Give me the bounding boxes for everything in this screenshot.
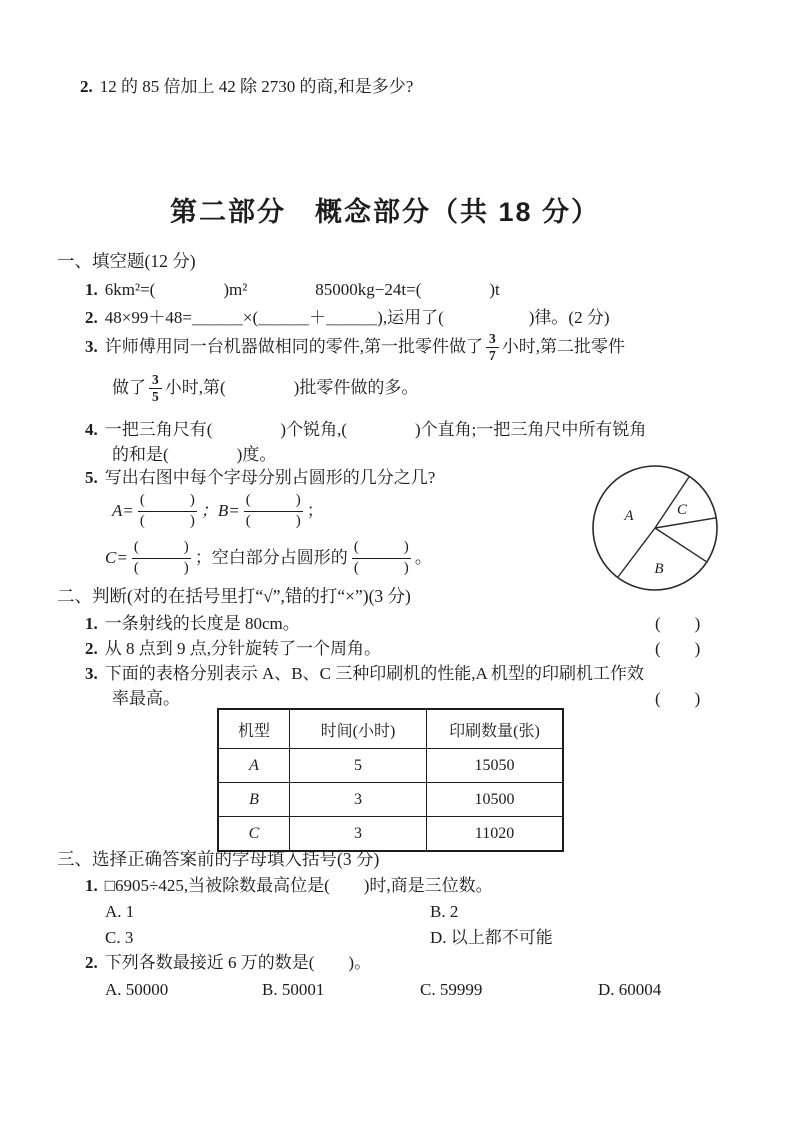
blank-fraction-numerator: ( ) (138, 491, 197, 512)
pie-label-b: B (654, 561, 664, 577)
blank-fraction-denominator: ( ) (139, 512, 195, 529)
pie-divider (655, 518, 716, 528)
blank-fraction-numerator: ( ) (244, 491, 303, 512)
judge-item-2-number: 2. (85, 639, 98, 658)
fill-q4-number: 4. (85, 420, 98, 439)
fraction-denominator: 7 (489, 347, 496, 363)
pie-divider (655, 528, 707, 562)
choice-q1-option-d: D. 以上都不可能 (430, 928, 553, 947)
blank-fraction-denominator: ( ) (133, 559, 189, 576)
table-cell-time: 3 (290, 817, 427, 852)
table-header-row (218, 709, 563, 749)
blank-fraction-denominator: ( ) (353, 559, 409, 576)
fill-q3-number: 3. (85, 337, 98, 357)
choice-q2-option-c: C. 59999 (420, 980, 483, 999)
fill-q1-number: 1. (85, 280, 98, 299)
fill-q5-intro (85, 467, 435, 488)
judge-item-1-answer-paren: ( ) (655, 614, 701, 633)
fill-q3-line2-text: 做了 (112, 378, 146, 398)
word-problem-number: 2. (80, 77, 93, 96)
fill-q5-ab-end: ； (306, 501, 324, 521)
fill-q5-a-label: A= (112, 501, 134, 521)
judge-item-3-line1 (85, 663, 644, 684)
choice-q2 (85, 952, 371, 973)
blank-fraction-numerator: ( ) (352, 538, 411, 559)
choice-q1 (85, 875, 493, 896)
fill-q5-c-label: C= (105, 548, 128, 568)
table-header-model: 机型 (218, 709, 290, 749)
fill-in-heading: 一、填空题(12 分) (57, 251, 196, 271)
blank-fraction-a (138, 491, 197, 531)
fraction-three-sevenths (486, 331, 499, 363)
table-cell-quantity: 15050 (427, 749, 564, 783)
blank-fraction-b (244, 491, 303, 531)
fill-q5-line-ab (112, 491, 324, 531)
fraction-three-fifths (149, 372, 162, 404)
blank-fraction-denominator: ( ) (245, 512, 301, 529)
table-cell-time: 5 (290, 749, 427, 783)
table-cell-model: B (218, 783, 290, 817)
judge-item-2 (85, 638, 381, 659)
word-problem (80, 76, 413, 97)
fill-q3-line2-tail: 小时,第( )批零件做的多。 (164, 378, 419, 398)
table-row (218, 817, 563, 852)
fill-q4-line1 (85, 419, 646, 440)
pie-figure (585, 458, 730, 606)
table-row (218, 749, 563, 783)
table-header-quantity: 印刷数量(张) (427, 709, 564, 749)
table-row (218, 783, 563, 817)
printer-performance-table (217, 708, 564, 852)
choice-q2-option-d: D. 60004 (598, 980, 662, 999)
judge-item-1 (85, 613, 300, 634)
table-cell-quantity: 10500 (427, 783, 564, 817)
fill-q1 (85, 279, 500, 300)
table-cell-model: C (218, 817, 290, 852)
fill-q1-text: 6km²=( )m² 85000kg−24t=( )t (104, 280, 500, 299)
fill-q2-text: 48×99＋48=＿＿＿×(＿＿＿＋＿＿＿),运用了( )律。(2 分) (104, 308, 610, 327)
fill-q2 (85, 307, 609, 328)
table-cell-quantity: 11020 (427, 817, 564, 852)
judge-item-3-number: 3. (85, 664, 98, 683)
fill-q5-b-label: ；B= (200, 501, 240, 521)
fill-q5-line-c (105, 538, 432, 578)
table-cell-model: A (218, 749, 290, 783)
blank-fraction-blankpart (352, 538, 411, 578)
judge-heading: 二、判断(对的在括号里打“√”,错的打“×”)(3 分) (57, 586, 411, 606)
choice-q2-option-b: B. 50001 (262, 980, 325, 999)
pie-label-c: C (676, 502, 688, 518)
word-problem-text: 12 的 85 倍加上 42 除 2730 的商,和是多少? (99, 77, 414, 96)
fraction-numerator: 3 (486, 331, 499, 348)
choice-q1-text: □6905÷425,当被除数最高位是( )时,商是三位数。 (104, 876, 493, 895)
fraction-denominator: 5 (152, 388, 159, 404)
judge-item-2-answer-paren: ( ) (655, 639, 701, 658)
fill-q3-line1 (85, 331, 625, 363)
judge-item-3-line2: 率最高。 (112, 689, 180, 708)
choice-q1-option-c: C. 3 (105, 928, 134, 947)
judge-item-3-answer-paren: ( ) (655, 689, 701, 708)
choice-q1-option-a: A. 1 (105, 902, 135, 921)
judge-item-1-number: 1. (85, 614, 98, 633)
choice-q2-number: 2. (85, 953, 98, 972)
fill-q3-line1-text: 许师傅用同一台机器做相同的零件,第一批零件做了 (104, 337, 483, 357)
fill-q3-line2 (112, 372, 418, 404)
blank-fraction-numerator: ( ) (132, 538, 191, 559)
pie-label-a: A (624, 508, 634, 524)
table-cell-time: 3 (290, 783, 427, 817)
choice-q2-text: 下列各数最接近 6 万的数是( )。 (104, 953, 372, 972)
choice-heading: 三、选择正确答案前的字母填入括号(3 分) (57, 849, 380, 869)
fill-q4-line2: 的和是( )度。 (112, 445, 277, 464)
judge-item-2-text: 从 8 点到 9 点,分针旋转了一个周角。 (104, 639, 381, 658)
fill-q5-number: 5. (85, 468, 98, 487)
fill-q5-c-end: 。 (414, 548, 432, 568)
table-header-time: 时间(小时) (290, 709, 427, 749)
fill-q5-intro-text: 写出右图中每个字母分别占圆形的几分之几? (104, 468, 436, 487)
choice-q2-option-a: A. 50000 (105, 980, 169, 999)
fill-q4-line1-text: 一把三角尺有( )个锐角,( )个直角;一把三角尺中所有锐角 (104, 420, 647, 439)
pie-divider (618, 528, 655, 578)
fraction-numerator: 3 (149, 372, 162, 389)
choice-q1-option-b: B. 2 (430, 902, 459, 921)
fill-q2-number: 2. (85, 308, 98, 327)
section-title: 第二部分 概念部分（共 18 分） (169, 197, 601, 227)
judge-item-1-text: 一条射线的长度是 80cm。 (104, 614, 300, 633)
fill-q3-line1-tail: 小时,第二批零件 (501, 337, 625, 357)
choice-q1-number: 1. (85, 876, 98, 895)
judge-item-3-line1-text: 下面的表格分别表示 A、B、C 三种印刷机的性能,A 机型的印刷机工作效 (104, 664, 645, 683)
blank-fraction-c (132, 538, 191, 578)
fill-q5-blank-part-text: ；空白部分占圆形的 (194, 548, 348, 568)
